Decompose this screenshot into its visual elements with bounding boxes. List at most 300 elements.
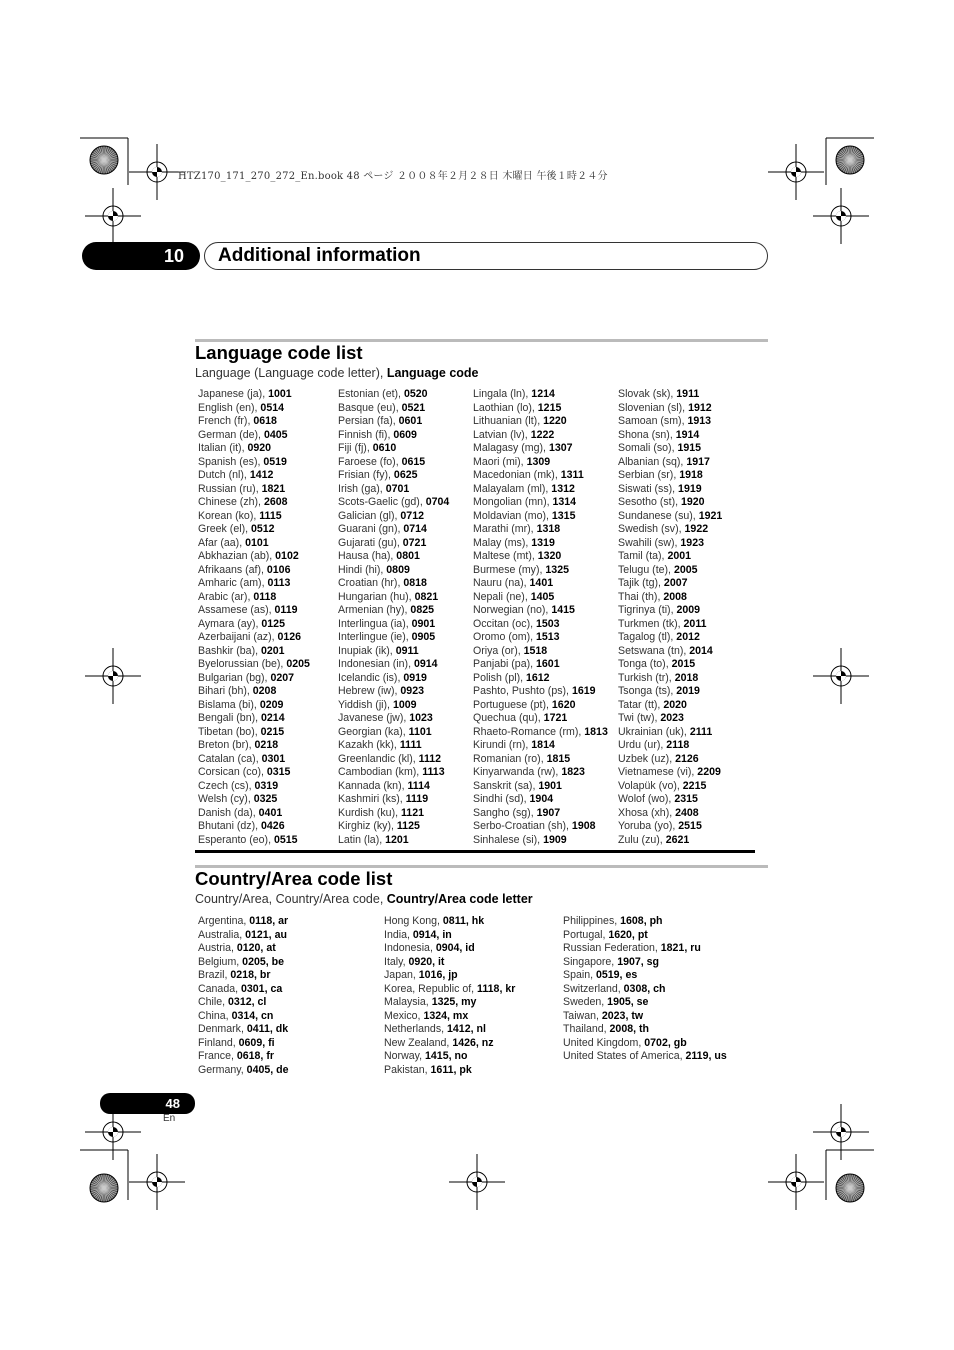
entry-code: 0904, id (435, 942, 475, 954)
entry-code: 0405, de (246, 1063, 289, 1076)
code-entry (338, 766, 449, 780)
entry-code: 0119 (274, 604, 298, 616)
section-rule-bottom (195, 850, 755, 853)
entry-code: 0801 (396, 550, 420, 562)
entry-name: Rhaeto-Romance (rm), (473, 725, 585, 738)
code-entry (618, 388, 722, 402)
entry-name: Malaysia, (384, 996, 432, 1008)
entry-name: Shona (sn), (618, 428, 676, 441)
code-entry (473, 537, 608, 551)
entry-name: Uzbek (uz), (618, 752, 676, 765)
entry-code: 2008, th (609, 1023, 649, 1035)
code-entry (198, 942, 289, 956)
entry-code: 1318 (536, 523, 561, 535)
entry-code: 1111 (399, 739, 422, 751)
code-entry (198, 969, 289, 983)
entry-code: 0920, it (408, 955, 445, 968)
entry-name: Danish (da), (198, 806, 259, 819)
code-entry (618, 604, 722, 618)
code-entry (473, 415, 608, 429)
entry-code: 1813 (584, 725, 608, 738)
entry-code: 0514 (260, 401, 284, 414)
entry-code: 0512 (250, 523, 275, 535)
registration-crosshair (129, 144, 185, 200)
entry-code: 0911 (395, 644, 419, 657)
chapter-number: 10 (163, 246, 184, 266)
code-entry (473, 739, 608, 753)
entry-name: Somali (so), (618, 442, 678, 454)
entry-code: 2023, tw (601, 1009, 644, 1022)
code-entry (473, 429, 608, 443)
code-entry (338, 780, 449, 794)
code-entry (618, 631, 722, 645)
entry-name: Moldavian (mo), (473, 509, 552, 522)
code-entry (198, 1064, 289, 1078)
entry-name: Hong Kong, (384, 915, 443, 927)
entry-name: Malay (ms), (473, 536, 532, 549)
entry-code: 1412 (249, 469, 274, 481)
code-entry (198, 915, 289, 929)
entry-code: 1821 (261, 482, 286, 495)
code-entry (473, 604, 608, 618)
entry-name: Korea, Republic of, (384, 982, 478, 995)
country-column-2 (384, 915, 515, 1077)
entry-code: 2119, us (685, 1050, 727, 1062)
entry-code: 1917 (686, 455, 710, 468)
entry-code: 2014 (689, 644, 713, 657)
code-entry (338, 496, 449, 510)
entry-name: Sundanese (su), (618, 509, 699, 522)
code-entry (198, 442, 310, 456)
entry-code: 1814 (531, 739, 555, 751)
code-entry (198, 807, 310, 821)
code-entry (563, 1010, 727, 1024)
entry-name: Greenlandic (kl), (338, 752, 419, 765)
entry-name: Burmese (my), (473, 563, 546, 576)
code-entry (618, 739, 722, 753)
code-entry (198, 1050, 289, 1064)
subtitle-text: Country/Area, Country/Area code, (195, 892, 387, 906)
country-section-title: Country/Area code list (195, 868, 393, 889)
entry-code: 1721 (543, 712, 568, 724)
entry-name: Dutch (nl), (198, 469, 250, 481)
entry-name: Telugu (te), (618, 563, 674, 576)
entry-code: 1405 (530, 590, 555, 603)
code-entry (618, 672, 722, 686)
code-entry (338, 658, 449, 672)
entry-name: French (fr), (198, 415, 254, 427)
entry-name: Turkish (tr), (618, 671, 675, 684)
entry-code: 0519 (263, 455, 287, 468)
entry-code: 1915 (677, 442, 702, 454)
entry-code: 1619 (571, 685, 596, 697)
code-entry (338, 523, 449, 537)
entry-name: Malagasy (mg), (473, 442, 549, 454)
code-entry (338, 456, 449, 470)
entry-code: 0118, ar (249, 915, 289, 927)
entry-name: Tsonga (ts), (618, 685, 677, 697)
entry-name: Turkmen (tk), (618, 617, 684, 630)
code-entry (618, 415, 722, 429)
entry-code: 1325 (545, 563, 569, 576)
code-entry (384, 929, 515, 943)
entry-name: Twi (tw), (618, 712, 661, 724)
code-entry (473, 631, 608, 645)
code-entry (198, 591, 310, 605)
entry-name: Zulu (zu), (618, 833, 666, 846)
code-entry (198, 604, 310, 618)
entry-code: 2009 (676, 604, 701, 616)
code-entry (618, 780, 722, 794)
entry-name: Indonesian (in), (338, 658, 414, 670)
code-entry (338, 604, 449, 618)
entry-name: Scots-Gaelic (gd), (338, 496, 426, 508)
code-entry (198, 996, 289, 1010)
registration-starburst (90, 1174, 118, 1202)
entry-name: Hausa (ha), (338, 550, 397, 562)
code-entry (198, 510, 310, 524)
code-entry (384, 969, 515, 983)
entry-code: 0821 (414, 590, 439, 603)
entry-name: Bihari (bh), (198, 685, 253, 697)
entry-code: 1608, ph (620, 915, 663, 927)
entry-name: Kinyarwanda (rw), (473, 766, 562, 778)
code-entry (338, 631, 449, 645)
entry-code: 0704 (425, 496, 450, 508)
code-entry (618, 456, 722, 470)
code-entry (473, 807, 608, 821)
entry-code: 0118 (253, 590, 277, 603)
country-column-3 (563, 915, 727, 1064)
code-entry (618, 591, 722, 605)
entry-name: Urdu (ur), (618, 739, 667, 751)
entry-code: 0301, ca (241, 982, 283, 995)
code-entry (198, 550, 310, 564)
entry-name: Sweden, (563, 996, 608, 1008)
code-entry (618, 753, 722, 767)
entry-code: 1907 (536, 806, 561, 819)
entry-code: 0208 (252, 685, 277, 697)
code-entry (563, 1050, 727, 1064)
entry-code: 0702, gb (644, 1036, 687, 1049)
code-entry (338, 672, 449, 686)
code-entry (384, 915, 515, 929)
entry-name: Australia, (198, 928, 246, 941)
code-entry (473, 577, 608, 591)
entry-name: Czech (cs), (198, 779, 255, 792)
entry-name: Korean (ko), (198, 509, 260, 522)
entry-code: 2007 (663, 577, 688, 589)
entry-code: 0811, hk (442, 915, 485, 927)
code-entry (473, 591, 608, 605)
registration-crosshair (768, 1154, 824, 1210)
language-section-title: Language code list (195, 342, 363, 363)
registration-crosshair (813, 188, 869, 244)
entry-name: Bashkir (ba), (198, 644, 261, 657)
code-entry (198, 726, 310, 740)
entry-name: United States of America, (563, 1050, 686, 1062)
entry-name: Tamil (ta), (618, 550, 668, 562)
entry-code: 0218, br (230, 969, 271, 981)
code-entry (473, 469, 608, 483)
entry-name: Brazil, (198, 969, 231, 981)
entry-name: Irish (ga), (338, 482, 386, 495)
entry-code: 1918 (679, 469, 703, 481)
code-entry (198, 415, 310, 429)
code-entry (338, 564, 449, 578)
subtitle-bold-text: Country/Area code letter (386, 892, 533, 906)
entry-name: Spanish (es), (198, 455, 264, 468)
entry-code: 1909 (543, 833, 567, 846)
code-entry (473, 726, 608, 740)
code-entry (563, 969, 727, 983)
entry-name: Finland, (198, 1036, 239, 1049)
entry-name: Kazakh (kk), (338, 739, 400, 751)
entry-name: Portuguese (pt), (473, 698, 552, 711)
code-entry (198, 564, 310, 578)
entry-name: German (de), (198, 428, 264, 441)
entry-code: 2012 (676, 631, 700, 643)
entry-code: 1815 (546, 752, 571, 765)
language-section-subtitle (195, 366, 479, 380)
entry-name: Finnish (fi), (338, 428, 394, 441)
entry-name: Netherlands, (384, 1023, 448, 1035)
code-entry (338, 645, 449, 659)
code-entry (473, 685, 608, 699)
entry-code: 0102 (275, 550, 299, 562)
code-entry (473, 483, 608, 497)
entry-name: Gujarati (gu), (338, 536, 403, 549)
entry-name: Maori (mi), (473, 455, 527, 468)
entry-code: 1121 (401, 806, 424, 819)
entry-name: Nauru (na), (473, 577, 530, 589)
code-entry (618, 564, 722, 578)
code-entry (338, 753, 449, 767)
entry-code: 2008 (663, 590, 687, 603)
entry-name: Sindhi (sd), (473, 793, 530, 805)
entry-name: Sinhalese (si), (473, 833, 544, 846)
entry-code: 0825 (410, 604, 434, 616)
registration-crosshair (813, 648, 869, 704)
entry-name: Sanskrit (sa), (473, 779, 539, 792)
registration-crosshair (85, 188, 141, 244)
entry-name: Marathi (mr), (473, 523, 537, 535)
entry-code: 1620, pt (608, 928, 648, 941)
entry-code: 1214 (531, 388, 555, 400)
entry-name: Tatar (tt), (618, 698, 664, 711)
entry-name: Xhosa (xh), (618, 806, 676, 819)
code-entry (473, 820, 608, 834)
entry-name: Spain, (563, 969, 596, 981)
code-entry (473, 672, 608, 686)
code-entry (198, 699, 310, 713)
entry-code: 0301 (261, 752, 286, 765)
entry-name: Japanese (ja), (198, 388, 269, 400)
code-entry (338, 739, 449, 753)
entry-name: Tagalog (tl), (618, 631, 677, 643)
code-entry (563, 942, 727, 956)
entry-code: 1823 (561, 766, 585, 778)
code-entry (198, 483, 310, 497)
page-number: 48 (165, 1096, 180, 1111)
code-entry (198, 780, 310, 794)
entry-name: Basque (eu), (338, 401, 402, 414)
entry-code: 2118 (666, 739, 690, 751)
entry-name: Frisian (fy), (338, 469, 394, 481)
entry-name: Bengali (bn), (198, 712, 262, 724)
entry-name: Interlingue (ie), (338, 631, 412, 643)
entry-name: Greek (el), (198, 523, 251, 535)
entry-code: 1125 (396, 820, 420, 832)
code-entry (338, 591, 449, 605)
entry-name: Wolof (wo), (618, 793, 675, 805)
entry-code: 0106 (266, 563, 291, 576)
entry-code: 0308, ch (623, 982, 666, 995)
entry-code: 0919 (403, 671, 427, 684)
entry-code: 0712 (400, 509, 424, 522)
entry-code: 1503 (536, 617, 560, 630)
entry-code: 2215 (682, 779, 707, 792)
entry-code: 0520 (403, 388, 428, 400)
entry-code: 1401 (529, 577, 554, 589)
entry-code: 0125 (261, 617, 285, 630)
entry-code: 0609 (393, 428, 417, 441)
entry-name: Slovak (sk), (618, 388, 677, 400)
code-entry (473, 766, 608, 780)
entry-code: 2515 (678, 820, 702, 832)
entry-name: Chinese (zh), (198, 496, 264, 508)
code-entry (384, 1050, 515, 1064)
code-entry (618, 550, 722, 564)
entry-name: Afrikaans (af), (198, 563, 267, 576)
entry-name: Swahili (sw), (618, 536, 681, 549)
entry-name: New Zealand, (384, 1036, 453, 1049)
code-entry (338, 834, 449, 848)
entry-name: Kannada (kn), (338, 779, 408, 792)
entry-code: 1415 (551, 604, 575, 616)
entry-code: 1901 (538, 779, 562, 792)
entry-name: Thai (th), (618, 590, 664, 603)
entry-name: Fiji (fj), (338, 442, 373, 454)
entry-name: Kirundi (rn), (473, 739, 532, 751)
entry-name: Thailand, (563, 1023, 610, 1035)
entry-name: Corsican (co), (198, 766, 267, 778)
code-entry (198, 523, 310, 537)
entry-code: 0201 (261, 644, 285, 657)
code-entry (473, 496, 608, 510)
registration-crosshair (768, 144, 824, 200)
code-entry (198, 1037, 289, 1051)
code-entry (198, 929, 289, 943)
code-entry (384, 956, 515, 970)
entry-name: Vietnamese (vi), (618, 766, 698, 778)
entry-code: 0818 (403, 577, 427, 589)
country-column-1 (198, 915, 289, 1077)
entry-code: 1325, my (431, 996, 477, 1008)
code-entry (198, 631, 310, 645)
entry-code: 0515 (273, 833, 298, 846)
code-entry (198, 456, 310, 470)
entry-name: Breton (br), (198, 739, 255, 751)
entry-code: 1119 (405, 793, 429, 805)
entry-name: Maltese (mt), (473, 550, 538, 562)
code-entry (338, 550, 449, 564)
code-entry (338, 618, 449, 632)
code-entry (338, 402, 449, 416)
code-entry (473, 793, 608, 807)
chapter-title: Additional information (218, 245, 421, 266)
code-entry (473, 402, 608, 416)
entry-code: 1905, se (607, 996, 649, 1008)
entry-name: Yoruba (yo), (618, 820, 679, 832)
entry-code: 0401 (258, 806, 283, 819)
registration-starburst (836, 146, 864, 174)
entry-name: Hungarian (hu), (338, 590, 415, 603)
code-entry (384, 1023, 515, 1037)
entry-name: Lithuanian (lt), (473, 415, 544, 427)
entry-name: Ukrainian (uk), (618, 725, 690, 738)
entry-name: Latin (la), (338, 833, 386, 846)
entry-code: 0405 (263, 428, 288, 441)
entry-name: Kurdish (ku), (338, 806, 401, 819)
entry-name: Italian (it), (198, 442, 248, 454)
entry-code: 2608 (263, 496, 288, 508)
entry-code: 1921 (698, 509, 723, 522)
code-entry (618, 618, 722, 632)
entry-code: 1415, no (425, 1050, 468, 1062)
entry-name: Tonga (to), (618, 658, 672, 670)
code-entry (338, 483, 449, 497)
entry-name: Welsh (cy), (198, 793, 254, 805)
entry-code: 0218 (254, 739, 279, 751)
registration-starburst (90, 146, 118, 174)
entry-name: Kirghiz (ky), (338, 820, 397, 832)
entry-code: 1309 (526, 455, 551, 468)
entry-code: 0325 (253, 793, 278, 805)
registration-crosshair (449, 1154, 505, 1210)
code-entry (198, 685, 310, 699)
code-entry (618, 442, 722, 456)
code-entry (618, 402, 722, 416)
entry-code: 1513 (535, 631, 560, 643)
entry-code: 0411, dk (246, 1023, 289, 1035)
entry-name: Lingala (ln), (473, 388, 532, 400)
entry-name: Inupiak (ik), (338, 644, 396, 657)
code-entry (338, 712, 449, 726)
entry-name: France, (198, 1050, 237, 1062)
entry-code: 0721 (402, 536, 427, 549)
entry-code: 1412, nl (447, 1023, 486, 1035)
entry-name: Portugal, (563, 928, 609, 941)
entry-code: 1215 (537, 401, 562, 414)
entry-name: Byelorussian (be), (198, 658, 287, 670)
entry-code: 2018 (674, 671, 699, 684)
registration-crosshair (813, 1104, 869, 1160)
entry-code: 1114 (407, 779, 430, 792)
entry-name: Tigrinya (ti), (618, 604, 677, 616)
entry-code: 1319 (531, 536, 555, 549)
entry-name: Switzerland, (563, 982, 624, 995)
code-entry (198, 834, 310, 848)
code-entry (618, 510, 722, 524)
entry-name: Cambodian (km), (338, 766, 423, 778)
entry-name: Mongolian (mn), (473, 496, 553, 508)
code-entry (384, 942, 515, 956)
entry-name: Bulgarian (bg), (198, 671, 271, 684)
entry-name: Georgian (ka), (338, 725, 409, 738)
code-entry (618, 807, 722, 821)
entry-code: 0205 (286, 658, 310, 670)
